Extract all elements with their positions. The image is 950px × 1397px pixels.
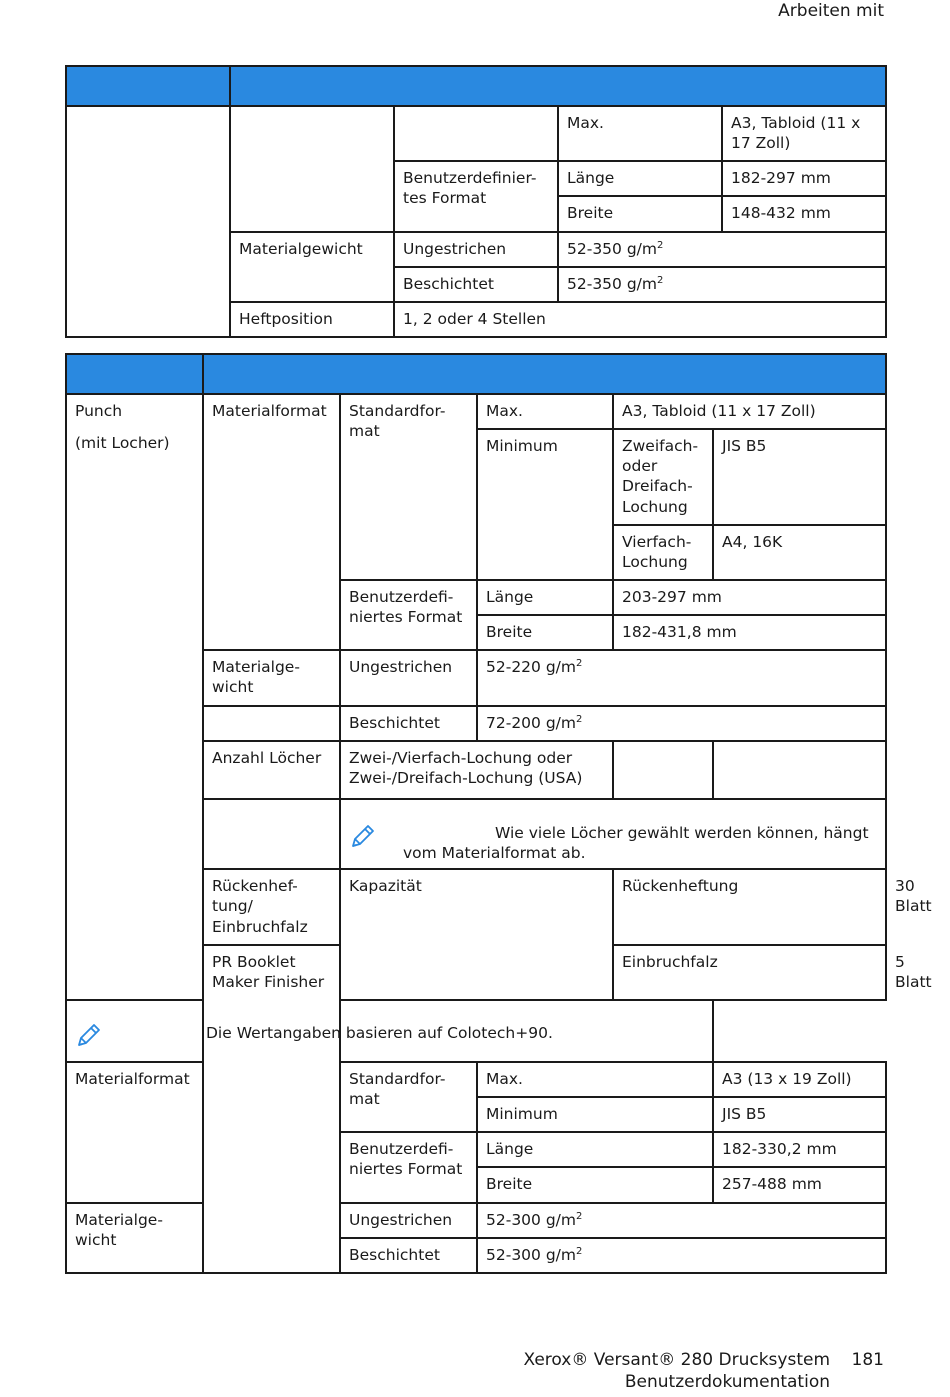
table-header-cell: [203, 354, 886, 394]
table-cell: Breite: [558, 196, 722, 231]
table-cell: Standardfor-mat: [340, 394, 477, 580]
table-cell: A3 (13 x 19 Zoll): [713, 1062, 886, 1097]
table-cell: Heftposition: [230, 302, 394, 337]
table-row: [66, 1203, 886, 1238]
table-header-cell: [66, 66, 230, 106]
footer-title: [523, 1349, 830, 1393]
table-cell: [558, 232, 886, 267]
table-cell: 203-297 mm: [613, 580, 886, 615]
table-cell: Benutzerdefi-niertes Format: [340, 580, 477, 650]
note-cell: [66, 1000, 713, 1062]
note-cell: [340, 799, 886, 869]
table-cell-empty: [203, 706, 340, 741]
table-cell: Länge: [477, 1132, 713, 1167]
footer-doc: Benutzerdokumentation: [624, 1372, 830, 1392]
table-cell: A4, 16K: [713, 525, 886, 580]
table-cell-empty: [66, 106, 230, 337]
footer-product: Xerox® Versant® 280 Drucksystem: [523, 1350, 830, 1370]
table-cell: Länge: [558, 161, 722, 196]
table-cell: Länge: [477, 580, 613, 615]
table-cell: [477, 650, 886, 705]
spec-table-continued: [65, 65, 887, 338]
superscript: 2: [576, 658, 583, 670]
table-cell: Ungestrichen: [394, 232, 558, 267]
table-cell: 182-297 mm: [722, 161, 886, 196]
value-text: 52-300 g/m: [486, 1245, 576, 1264]
table-row: PR Booklet Maker Finisher Einbruchfalz 5 Blatt: [66, 945, 886, 1000]
table-cell: Beschichtet: [340, 706, 477, 741]
table-cell: Breite: [477, 615, 613, 650]
table-cell: Kapazität: [340, 869, 613, 1000]
table-cell: Beschichtet: [340, 1238, 477, 1273]
table-cell: Ungestrichen: [340, 650, 477, 705]
table-row: Rückenhef-tung/ Einbruchfalz Kapazität Rückenheftung 30 Blatt: [66, 869, 886, 944]
table-header-row: [66, 354, 886, 394]
table-cell: Minimum: [477, 429, 613, 580]
superscript: 2: [576, 1245, 583, 1257]
table-header-cell: [230, 66, 886, 106]
spec-table-finisher: [65, 353, 932, 1274]
value-text: 52-350 g/m: [567, 274, 657, 293]
table-row: [66, 1000, 886, 1062]
pencil-icon: [349, 822, 377, 850]
table-cell: Standardfor-mat: [340, 1062, 477, 1132]
table-cell: Materialge-wicht: [203, 650, 340, 705]
table-cell: [477, 1203, 886, 1238]
table-cell: 182-431,8 mm: [613, 615, 886, 650]
note: [75, 1023, 704, 1049]
superscript: 2: [657, 274, 664, 286]
punch-sublabel: (mit Locher): [75, 434, 170, 453]
table-cell: 1, 2 oder 4 Stellen: [394, 302, 886, 337]
table-cell: Materialgewicht: [230, 232, 394, 302]
table-cell: Rückenhef-tung/ Einbruchfalz: [203, 869, 340, 944]
table-cell: Vierfach-Lochung: [613, 525, 713, 580]
table-cell: Anzahl Löcher: [203, 741, 340, 799]
table-cell-empty: [713, 741, 886, 799]
note: [349, 824, 877, 863]
punch-label: Punch: [75, 402, 123, 420]
page-number: 181: [851, 1350, 884, 1370]
table-cell: [66, 394, 203, 1000]
note-text: Die Wertangaben basieren auf Colotech+90.: [206, 1023, 553, 1042]
table-cell: [558, 267, 886, 302]
table-cell: Max.: [477, 394, 613, 429]
table-cell: [477, 706, 886, 741]
table-cell: A3, Tabloid (11 x 17 Zoll): [613, 394, 886, 429]
table-header-row: [66, 66, 886, 106]
table-cell: 148-432 mm: [722, 196, 886, 231]
table-cell: Max.: [477, 1062, 713, 1097]
superscript: 2: [576, 713, 583, 725]
table-cell: Materialge-wicht: [66, 1203, 203, 1273]
table-row: [66, 394, 886, 429]
table-cell: Minimum: [477, 1097, 713, 1132]
table-cell: Zwei-/Vierfach-Lochung oder Zwei-/Dreifach-Lochung (USA): [340, 741, 613, 799]
note-text: Wie viele Löcher gewählt werden können, hängt vom Materialformat ab.: [403, 823, 869, 863]
table-cell: Zweifach- oder Dreifach-Lochung: [613, 429, 713, 525]
table-cell: JIS B5: [713, 1097, 886, 1132]
table-header-cell: [66, 354, 203, 394]
table-cell-empty: [394, 106, 558, 161]
table-cell-empty: [613, 741, 713, 799]
table-cell: [477, 1238, 886, 1273]
table-cell: Materialformat: [203, 394, 340, 650]
table-cell-empty: [203, 799, 340, 869]
superscript: 2: [657, 239, 664, 251]
value-text: 52-300 g/m: [486, 1210, 576, 1229]
table-cell: A3, Tabloid (11 x 17 Zoll): [722, 106, 886, 161]
table-cell: Ungestrichen: [340, 1203, 477, 1238]
table-cell: 257-488 mm: [713, 1167, 886, 1202]
value-text: 52-220 g/m: [486, 658, 576, 677]
table-cell: JIS B5: [713, 429, 886, 525]
table-cell: Beschichtet: [394, 267, 558, 302]
superscript: 2: [576, 1210, 583, 1222]
value-text: 52-350 g/m: [567, 239, 657, 258]
table-cell: Breite: [477, 1167, 713, 1202]
table-row: [66, 106, 886, 161]
table-cell: 182-330,2 mm: [713, 1132, 886, 1167]
table-row: [66, 1062, 886, 1097]
table-cell: Max.: [558, 106, 722, 161]
table-cell: Materialformat: [66, 1062, 203, 1203]
value-text: 72-200 g/m: [486, 713, 576, 732]
table-cell: Rückenheftung: [613, 869, 886, 944]
table-cell-empty: [230, 106, 394, 232]
running-header: Arbeiten mit: [778, 1, 884, 21]
table-cell: PR Booklet Maker Finisher: [203, 945, 340, 1273]
pencil-icon: [75, 1021, 103, 1049]
table-cell: Benutzerdefinier-tes Format: [394, 161, 558, 231]
table-cell: Einbruchfalz: [613, 945, 886, 1000]
table-cell: Benutzerdefi-niertes Format: [340, 1132, 477, 1202]
